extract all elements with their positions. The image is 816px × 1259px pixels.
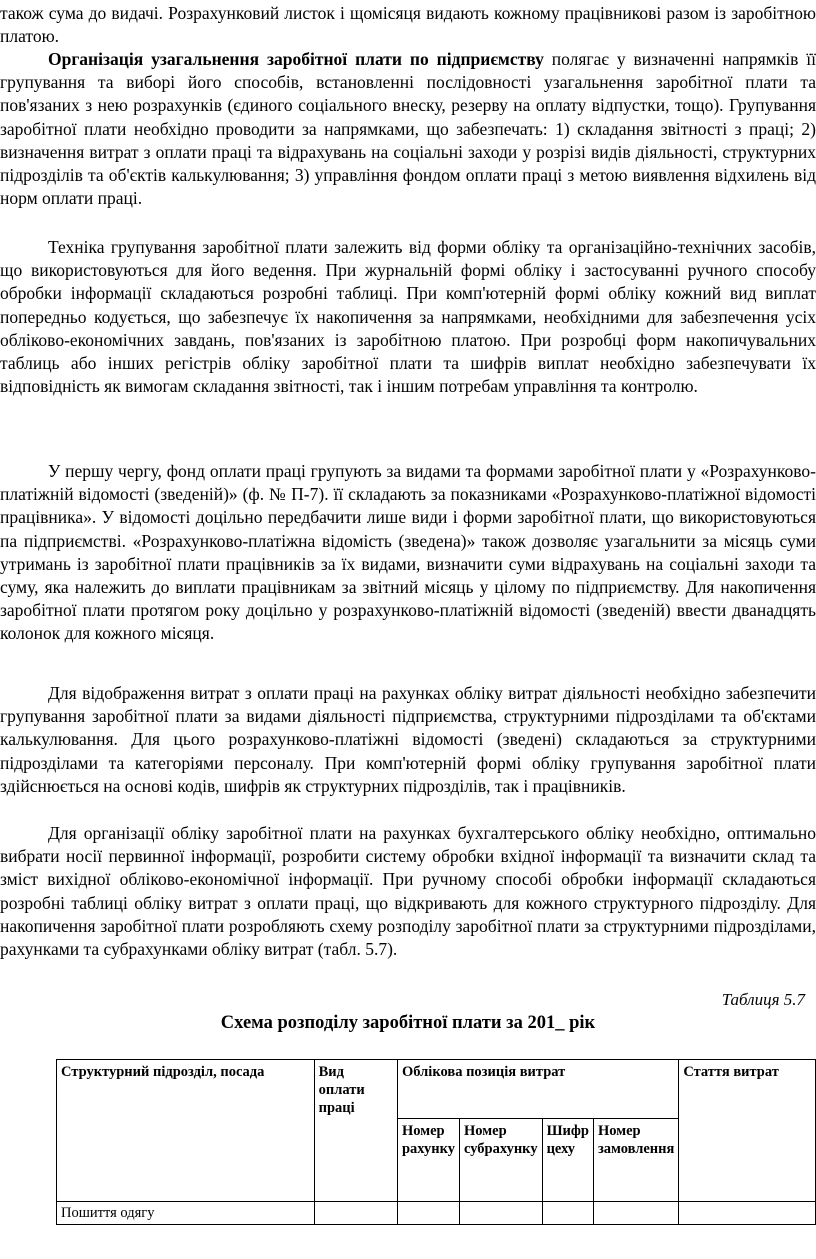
paragraph-accounting: Для організації обліку заробітної плати на рахунках бухгалтерського обліку необхідно, оптимально вибрати носії первинної інформації, розробити систему обробки вхідної інформації та визначити склад та зміст вихідної обліково-економічної інформації. При ручному способі обробки інформації складаються розробні таблиці обліку витрат з оплати праці, що відкривають для кожного структурного підрозділу. Для накопичення заробітної плати розробляють схему розподілу заробітної плати за структурними підрозділами, рахунками та субрахунками обліку витрат (табл. 5.7). xyxy=(0,823,816,960)
subheader-shop-cipher: Шифр цеху xyxy=(542,1119,593,1202)
cell-account-number xyxy=(397,1202,459,1225)
paragraph-technique: Техніка групування заробітної плати залежить від форми обліку та організаційно-технічних засобів, що використовуються для його ведення. При журнальній формі обліку і застосуванні ручного способу обробки інформації складаються розробні таблиці. При комп'ютерній формі обліку кожний вид виплат попередньо кодується, що забезпечує їх накопичення за напрямками, необхідними для забезпечення усіх обліково-економічних завдань, пов'язаних із заробітною платою. При розробці форм накопичувальних таблиць або інших регістрів обліку заробітної плати та шифрів виплат необхідно забезпечувати їх відповідність як вимогам складання звітності, так і іншим потребам управління та контролю. xyxy=(0,237,816,397)
cell-pay-kind xyxy=(314,1202,397,1225)
header-pay-kind: Вид оплати праці xyxy=(314,1060,397,1202)
cell-order-number xyxy=(593,1202,678,1225)
header-structural-unit: Структурний підрозділ, посада xyxy=(57,1060,315,1202)
cell-subaccount-number xyxy=(460,1202,543,1225)
subheader-account-number: Номер рахунку xyxy=(397,1119,459,1202)
header-cost-position: Облікова позиція витрат xyxy=(397,1060,678,1119)
distribution-table xyxy=(56,1059,816,1225)
table-title: Схема розподілу заробітної плати за 201_ рік xyxy=(220,1013,596,1033)
cell-cost-article xyxy=(679,1202,816,1225)
table-row xyxy=(57,1202,816,1225)
subheader-order-number: Номер замовлення xyxy=(593,1119,678,1202)
paragraph-organization: Організація узагальнення заробітної плати по підприємству полягає у визначенні напрямків її групування та виборі його способів, встановленні послідовності узагальнення заробітної плати та пов'язаних з нею розрахунків (єдиного соціального внеску, резерву на оплату відпустки, тощо). Групування заробітної плати необхідно проводити за напрямками, що забезпечать: 1) складання звітності з праці; 2) визначення витрат з оплати праці та відрахувань на соціальні заходи у розрізі видів діяльності, структурних підрозділів та об'єктів калькулювання; 3) управління фондом оплати праці з метою виявлення відхилень від норм оплати праці. xyxy=(0,49,816,209)
header-cost-article: Стаття витрат xyxy=(679,1060,816,1202)
subheader-subaccount-number: Номер субрахунку xyxy=(460,1119,543,1202)
cell-shop-cipher xyxy=(542,1202,593,1225)
paragraph-grouping: У першу чергу, фонд оплати праці групують за видами та формами заробітної плати у «Розрахунково-платіжній відомості (зведеній)» (ф. № П-7). її складають за показниками «Розрахунково-платіжної відомості працівника». У відомості доцільно передбачити лише види і форми заробітної плати, що використовуються па підприємстві. «Розрахунково-платіжна відомість (зведена)» також дозволяє узагальнити за місяць суми утримань із заробітної плати працівників за їх видами, визначити суми відрахувань на соціальні заходи та суму, яка належить до виплати працівникам за звітний місяць у цілому по підприємству. Для накопичення заробітної плати протягом року доцільно у розрахунково-платіжній відомості (зведеній) ввести дванадцять колонок для кожного місяця. xyxy=(0,461,816,644)
table-caption: Таблиця 5.7 xyxy=(721,990,805,1009)
table-header-row xyxy=(57,1060,816,1119)
cell-structural-unit: Пошиття одягу xyxy=(57,1202,315,1225)
paragraph-expenses: Для відображення витрат з оплати праці на рахунках обліку витрат діяльності необхідно забезпечити групування заробітної плати за видами діяльності підприємства, структурними підрозділами та об'єктами калькулювання. Для цього розрахунково-платіжні відомості (зведені) складаються за структурними підрозділами та категоріями персоналу. При комп'ютерній формі обліку групування заробітної плати здійснюється на основі кодів, шифрів як структурних підрозділів, так і працівників. xyxy=(0,683,816,796)
paragraph-lead-term: Організація узагальнення заробітної плати по підприємству xyxy=(48,49,544,69)
paragraph-continuation: також сума до видачі. Розрахунковий листок і щомісяця видають кожному працівникові разом із заробітною платою. xyxy=(0,3,816,47)
